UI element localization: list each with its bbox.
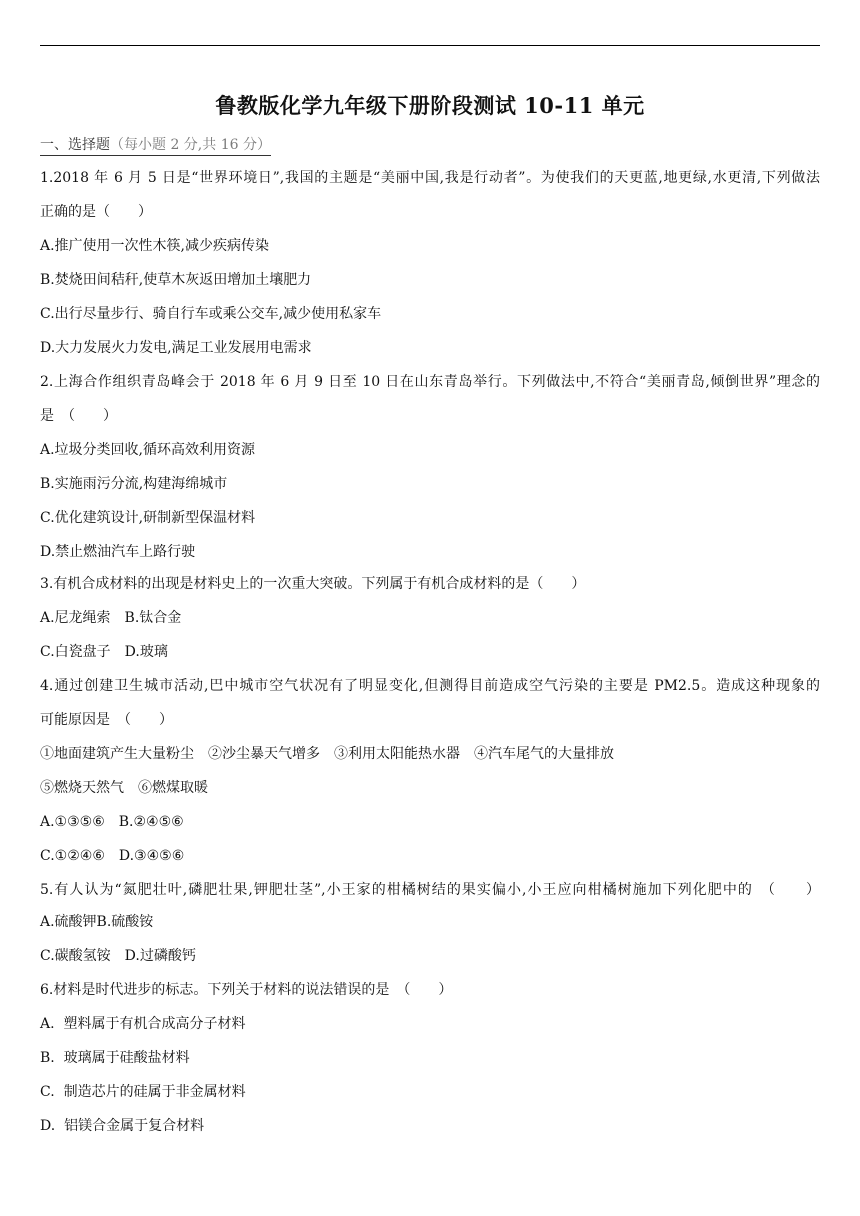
question-1-option-b: B.焚烧田间秸秆,使草木灰返田增加土壤肥力	[40, 272, 312, 288]
question-1-stem: 1.2018 年 6 月 5 日是“世界环境日”,我国的主题是“美丽中国,我是行动者”。为使我们的天更蓝,地更绿,水更清,下列做法	[40, 170, 820, 186]
question-3-options-cd: C.白瓷盘子 D.玻璃	[40, 644, 168, 660]
question-4-stem: 4.通过创建卫生城市活动,巴中城市空气状况有了明显变化,但测得目前造成空气污染的主要是 PM2.5。造成这种现象的	[40, 678, 820, 694]
question-6-option-b: B. 玻璃属于硅酸盐材料	[40, 1050, 190, 1066]
question-4-stem-cont: 可能原因是 （ ）	[40, 712, 173, 728]
section-heading	[40, 134, 271, 156]
section-heading-text: 一、选择题	[40, 137, 110, 153]
section-scoring-note: （每小题 2 分,共 16 分）	[110, 137, 271, 153]
header-rule	[40, 45, 820, 46]
question-6-option-d: D. 铝镁合金属于复合材料	[40, 1118, 205, 1134]
question-2-option-a: A.垃圾分类回收,循环高效利用资源	[40, 442, 256, 458]
question-5-options-cd: C.碳酸氢铵 D.过磷酸钙	[40, 948, 196, 964]
question-2-stem-cont: 是 （ ）	[40, 408, 117, 424]
question-1-stem-cont: 正确的是（ ）	[40, 204, 152, 220]
question-1-option-d: D.大力发展火力发电,满足工业发展用电需求	[40, 340, 312, 356]
question-3-stem: 3.有机合成材料的出现是材料史上的一次重大突破。下列属于有机合成材料的是（ ）	[40, 576, 586, 592]
question-1-option-a: A.推广使用一次性木筷,减少疾病传染	[40, 238, 270, 254]
question-2-option-d: D.禁止燃油汽车上路行驶	[40, 544, 196, 560]
question-5-stem: 5.有人认为“氮肥壮叶,磷肥壮果,钾肥壮茎”,小王家的柑橘树结的果实偏小,小王应向柑橘树施加下列化肥中的 （ ）	[40, 882, 820, 898]
question-6-option-a: A. 塑料属于有机合成高分子材料	[40, 1016, 246, 1032]
question-3-options-ab: A.尼龙绳索 B.钛合金	[40, 610, 182, 626]
question-4-factors-1: ①地面建筑产生大量粉尘 ②沙尘暴天气增多 ③利用太阳能热水器 ④汽车尾气的大量排放	[40, 746, 614, 762]
question-6-option-c: C. 制造芯片的硅属于非金属材料	[40, 1084, 246, 1100]
document-title: 鲁教版化学九年级下册阶段测试 10-11 单元	[215, 93, 645, 118]
question-2-option-b: B.实施雨污分流,构建海绵城市	[40, 476, 228, 492]
question-2-stem: 2.上海合作组织青岛峰会于 2018 年 6 月 9 日至 10 日在山东青岛举行。下列做法中,不符合“美丽青岛,倾倒世界”理念的	[40, 374, 820, 390]
question-2-option-c: C.优化建筑设计,研制新型保温材料	[40, 510, 256, 526]
question-5-options-ab: A.硫酸钾B.硫酸铵	[40, 914, 154, 930]
question-1-option-c: C.出行尽量步行、骑自行车或乘公交车,减少使用私家车	[40, 306, 382, 322]
question-4-factors-2: ⑤燃烧天然气 ⑥燃煤取暖	[40, 780, 208, 796]
question-4-options-cd: C.①②④⑥ D.③④⑤⑥	[40, 848, 185, 864]
question-6-stem: 6.材料是时代进步的标志。下列关于材料的说法错误的是 （ ）	[40, 982, 453, 998]
question-4-options-ab: A.①③⑤⑥ B.②④⑤⑥	[40, 814, 184, 830]
